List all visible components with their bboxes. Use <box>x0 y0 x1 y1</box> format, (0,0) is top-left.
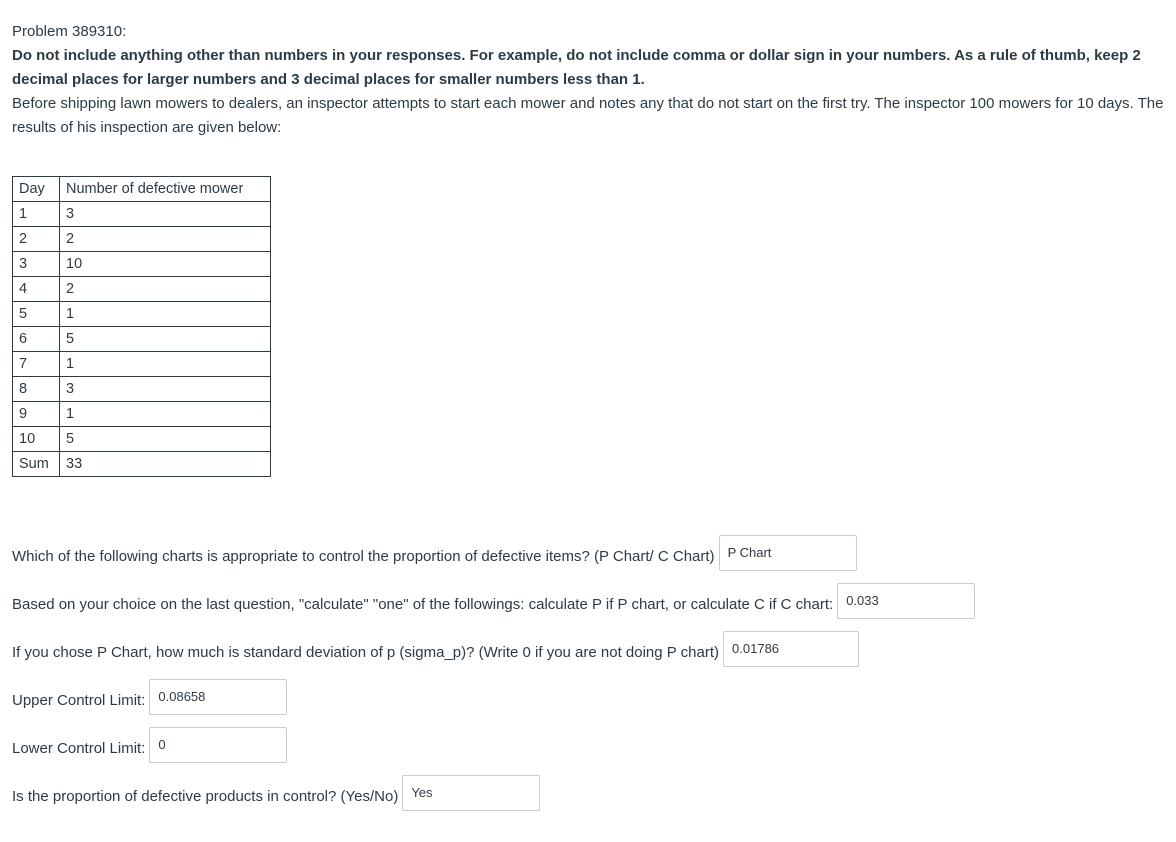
table-cell-day: 2 <box>13 227 60 252</box>
table-cell-defects: 1 <box>60 402 271 427</box>
question-in-control <box>12 779 540 815</box>
table-header-day: Day <box>13 177 60 202</box>
table-row <box>13 252 271 277</box>
table-row <box>13 427 271 452</box>
table-cell-defects: 3 <box>60 377 271 402</box>
table-cell-day: 6 <box>13 327 60 352</box>
table-row-sum <box>13 452 271 477</box>
table-cell-defects: 3 <box>60 202 271 227</box>
answer-sigma-p-input[interactable]: 0.01786 <box>723 631 859 667</box>
question-text: If you chose P Chart, how much is standard deviation of p (sigma_p)? (Write 0 if you are not doing P chart) <box>12 644 720 661</box>
table-row <box>13 402 271 427</box>
question-text: Which of the following charts is appropriate to control the proportion of defective items? (P Chart/ C Chart) <box>12 548 715 565</box>
question-calculate-p <box>12 587 975 623</box>
question-text: Lower Control Limit: <box>12 740 146 757</box>
table-cell-day: 10 <box>13 427 60 452</box>
table-cell-day: 1 <box>13 202 60 227</box>
table-cell-defects: 5 <box>60 327 271 352</box>
table-row <box>13 227 271 252</box>
problem-title: Problem 389310: <box>12 23 127 40</box>
answer-p-value-input[interactable]: 0.033 <box>837 583 975 619</box>
table-row <box>13 202 271 227</box>
table-row <box>13 327 271 352</box>
answer-ucl-input[interactable]: 0.08658 <box>149 679 287 715</box>
table-cell-day: 8 <box>13 377 60 402</box>
problem-text-block <box>12 20 1168 140</box>
table-row <box>13 352 271 377</box>
question-sigma-p <box>12 635 859 671</box>
table-row <box>13 377 271 402</box>
problem-description: Before shipping lawn mowers to dealers, an inspector attempts to start each mower and notes any that do not start on the first try. The inspector 100 mowers for 10 days. The results of his inspection are given below: <box>12 95 1164 136</box>
defects-table <box>12 176 271 477</box>
problem-instructions: Do not include anything other than numbers in your responses. For example, do not include comma or dollar sign in your numbers. As a rule of thumb, keep 2 decimal places for larger numbers and 3 decimal places for smaller numbers less than 1. <box>12 47 1141 88</box>
table-cell-defects: 5 <box>60 427 271 452</box>
table-cell-defects: 10 <box>60 252 271 277</box>
table-cell-day: 7 <box>13 352 60 377</box>
table-row <box>13 277 271 302</box>
table-cell-day: 4 <box>13 277 60 302</box>
table-header-row <box>13 177 271 202</box>
table-cell-day: 5 <box>13 302 60 327</box>
table-row <box>13 302 271 327</box>
question-text: Upper Control Limit: <box>12 692 146 709</box>
table-header-defects: Number of defective mower <box>60 177 271 202</box>
table-cell-defects: 33 <box>60 452 271 477</box>
table-cell-day: 9 <box>13 402 60 427</box>
question-lcl <box>12 731 287 767</box>
answer-lcl-input[interactable]: 0 <box>149 727 287 763</box>
table-cell-day: 3 <box>13 252 60 277</box>
question-text: Is the proportion of defective products in control? (Yes/No) <box>12 788 399 805</box>
table-cell-defects: 2 <box>60 227 271 252</box>
question-chart-type <box>12 539 857 575</box>
table-cell-day: Sum <box>13 452 60 477</box>
question-ucl <box>12 683 287 719</box>
answer-chart-type-input[interactable]: P Chart <box>719 535 857 571</box>
question-text: Based on your choice on the last question, "calculate" "one" of the followings: calculate P if P chart, or calculate C if C chart: <box>12 596 834 613</box>
table-cell-defects: 2 <box>60 277 271 302</box>
table-cell-defects: 1 <box>60 302 271 327</box>
answer-in-control-input[interactable]: Yes <box>402 775 540 811</box>
table-cell-defects: 1 <box>60 352 271 377</box>
